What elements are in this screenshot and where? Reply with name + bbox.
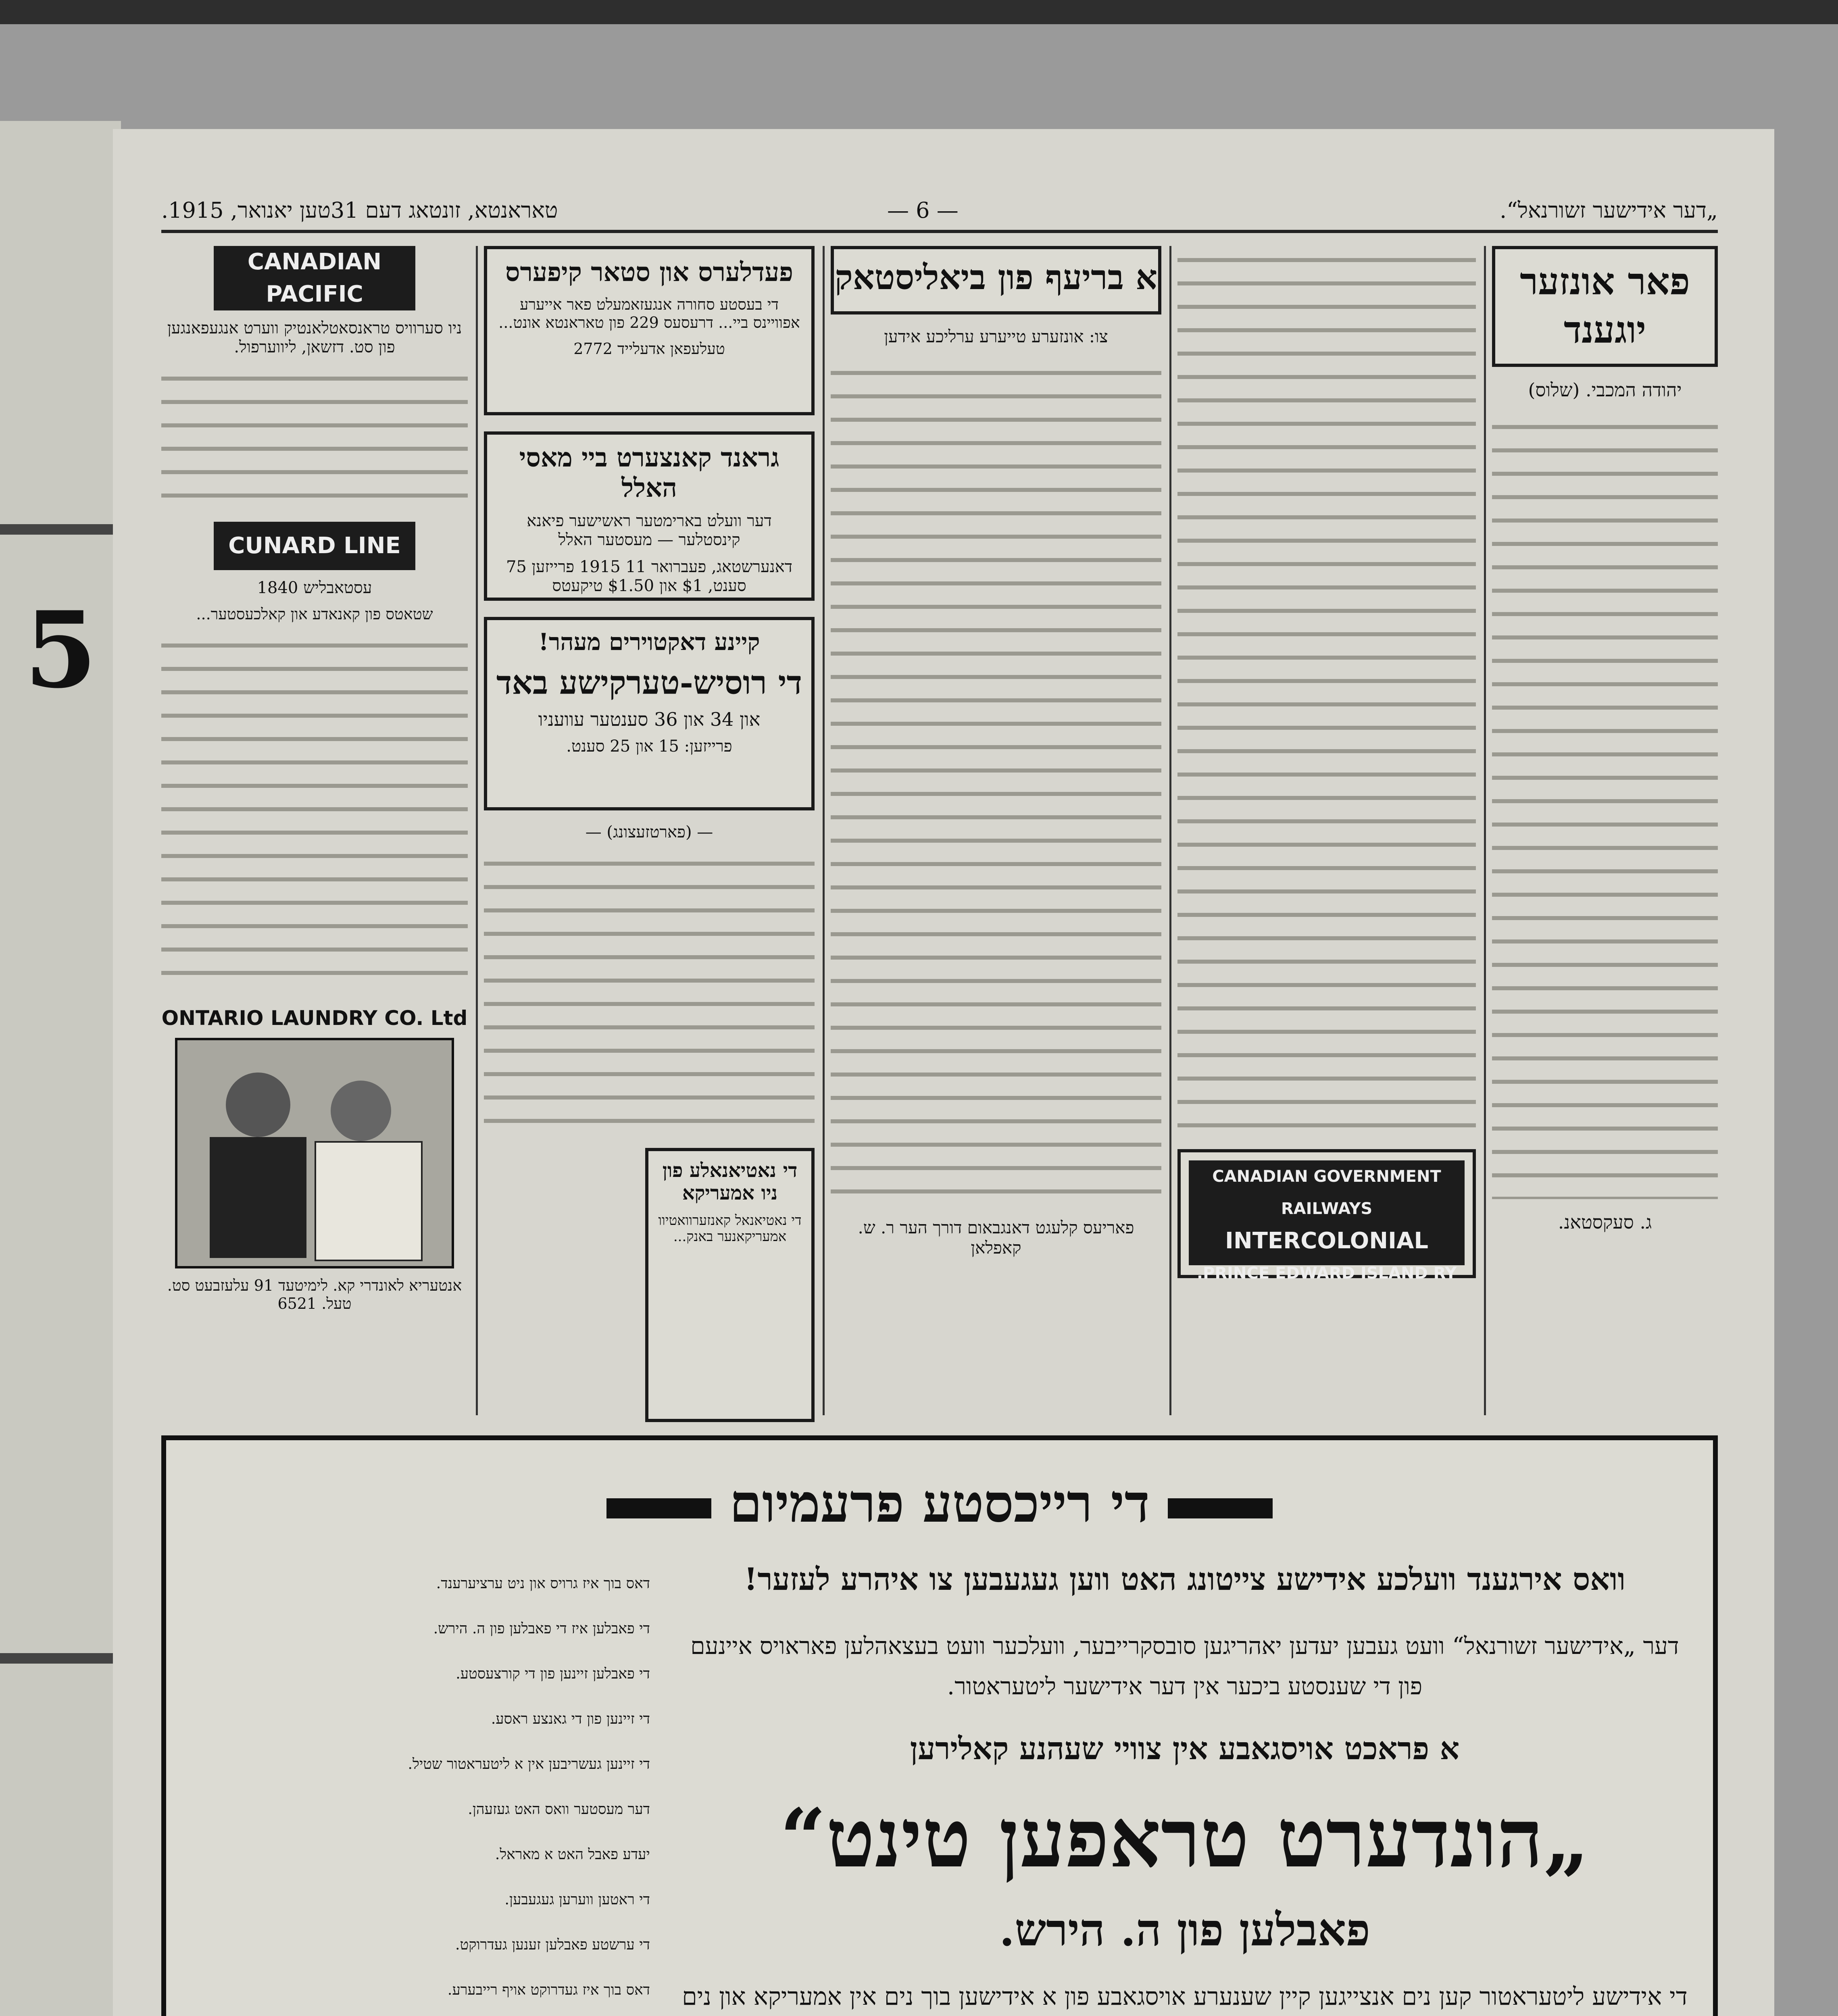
list-item: דאס בוך איז גרויס און ניט ערציערענד.	[436, 1575, 650, 1592]
ads-column	[484, 246, 815, 1415]
premium-ad-subtitle: וואס אירגענד וועלכע אידישע צייטונג האט ווען געגעבען צו איהרע לעזער!	[744, 1561, 1625, 1597]
story-continuation-text	[1177, 246, 1476, 1133]
concert-ad-date: דאנערשטאג, פעברואר 11 1915 פרייזען 75 סענט, $1 און $1.50 טיקעטס	[506, 558, 793, 595]
list-item: די פאבלען איז די פאבלען פון ה. הירש.	[433, 1620, 650, 1637]
edition-line: א פראכט אויסגאבע אין צוויי שעהנע קאלירען	[910, 1731, 1460, 1766]
concert-ad-title: גראנד קאנצערט ביי מאסי האלל	[519, 443, 779, 503]
list-item: די ראטען ווערען געגעבען.	[504, 1891, 650, 1908]
letter-text	[831, 359, 1161, 1206]
peddlers-ad	[484, 246, 815, 415]
letter-column	[831, 246, 1161, 1415]
scanner-top-edge	[0, 0, 1838, 24]
continued-note: — (פארטזעצונג) —	[585, 823, 713, 841]
figure-head	[226, 1073, 290, 1137]
canadian-pacific-text	[161, 364, 468, 506]
story-author: ג. סעקסטאנ.	[1558, 1211, 1652, 1233]
pointing-hand-icon	[606, 1498, 711, 1518]
book-title: „הונדערט טראפען טינט“	[779, 1791, 1590, 1886]
figure-head	[331, 1081, 391, 1141]
newspaper-page	[113, 129, 1774, 2016]
bath-ad	[484, 617, 815, 810]
cunard-line-logo: CUNARD LINE	[214, 522, 415, 570]
story-text	[1492, 413, 1718, 1199]
column-rule	[0, 1653, 121, 1664]
national-ad-body: די נאטיאנאל קאנזערוואטיוו אמעריקאנער באנק...	[658, 1212, 802, 1245]
national-ad	[645, 1148, 815, 1422]
canadian-pacific-body: ניו סערוויס טראנסאטלאנטיק ווערט אנגעפאנגען פון סט. דזשאן, ליווערפול.	[167, 319, 462, 356]
column-rule	[1169, 246, 1171, 1415]
concert-ad-body: דער וועלט בארימטער ראשישער פיאנא קינסטלער — מעסטער האלל	[527, 512, 772, 549]
ads-column-text	[484, 850, 815, 1132]
cunard-schedule	[161, 631, 468, 994]
column-rule	[1484, 246, 1486, 1415]
bath-ad-address: און 34 און 36 סענטער עוועניו	[538, 708, 761, 730]
bath-ad-name: די רוסיש-טערקישע באד	[496, 664, 802, 702]
list-item: דער מעסטער וואס האט געזעהן.	[468, 1801, 650, 1818]
peddlers-ad-phone: טעלעפאן אדעלייד 2772	[573, 340, 725, 358]
figure-dress	[315, 1141, 423, 1261]
list-item: דאס בוך איז געדרוקט אויף רייבערע.	[447, 1982, 650, 1998]
bath-ad-title: קיינע דאקטוירים מעהר!	[538, 628, 760, 656]
column-rule	[0, 524, 121, 535]
national-ad-title: די נאטיאנאלע פון ניו אמעריקא	[662, 1159, 798, 1204]
shipping-column	[161, 246, 468, 1415]
story-byline: יהודה המכבי. (שלוס)	[1528, 379, 1682, 401]
list-item: די פאבלען זיינען פון די קורצעסטע.	[456, 1666, 650, 1682]
premium-features-list	[182, 1561, 650, 2016]
list-item: די ערשטע פאבלען זענען געדרוקט.	[455, 1937, 650, 1953]
list-item	[182, 2013, 650, 2016]
intercolonial-line1: CANADIAN GOVERNMENT RAILWAYS	[1212, 1167, 1441, 1218]
column-rule	[823, 246, 825, 1415]
canadian-pacific-logo: CANADIAN PACIFIC	[214, 246, 415, 310]
intercolonial-logo	[1189, 1160, 1465, 1283]
cunard-body: שטאטס פון קאנאדע און קאלכעסטער...	[196, 605, 433, 623]
cunard-year: עסטאבליש 1840	[257, 579, 372, 597]
bath-ad-price: פרייזען: 15 און 25 סענט.	[566, 737, 732, 756]
laundry-logo: ONTARIO LAUNDRY CO. Ltd	[161, 1006, 468, 1030]
laundry-footer: אנטעריא לאונדרי קא. לימיטעד 91 עלעזבעט סט. טעל. 6521	[167, 1277, 462, 1312]
premium-ad	[161, 1435, 1718, 2016]
letter-title-box	[831, 246, 1161, 314]
letter-address: צו: אונזערע טייערע ערליכע אידען	[884, 327, 1108, 346]
letter-title: א בריעף פון ביאליסטאק	[834, 257, 1158, 297]
page-number: — 6 —	[887, 198, 959, 223]
premium-ad-intro: דער „אידישער זשורנאל“ וועט געבען יעדען יאהריגען סובסקרייבער, וועלכער וועט בעצאהלען פאראויס איינעם פון די שענסטע ביכער אין דער אידישער ליטעראטור.	[690, 1632, 1679, 1700]
adjacent-page-fragment: 5	[24, 589, 97, 712]
intercolonial-ad	[1177, 1149, 1476, 1283]
story-column	[1492, 246, 1718, 1415]
list-item: די זיינען פון די גאנצע ראסע.	[491, 1711, 650, 1727]
story-title-box	[1492, 246, 1718, 367]
intercolonial-line3: PRINCE EDWARD ISLAND RY.	[1196, 1264, 1457, 1283]
header-paper-name: „דער אידישער זשורנאל“.	[1499, 198, 1718, 223]
peddlers-ad-body: די בעסטע סחורה אנגעזאמעלט פאר אייערע אפוויינס ביי... דרעסעס 229 פון טאראנטא אונט...	[498, 296, 800, 331]
header-date: טאראנטא, זונטאג דעם 31טען יאנואר, 1915.	[161, 198, 558, 223]
premium-ad-title	[166, 1472, 1713, 1535]
letter-signature: פאריעס קלעגט דאנגבאום דורך הער ר. ש. קאפלאן	[858, 1218, 1134, 1258]
figure-body	[210, 1137, 306, 1258]
story-continuation-column	[1177, 246, 1476, 1415]
book-description: די אידישע ליטעראטור קען נים אנצייגען קיין שענערע אויסגאבע פון א אידישען בוך נים אין אמעריקא און נים	[682, 1983, 1688, 2011]
column-rule	[476, 246, 478, 1415]
pointing-hand-icon	[1168, 1498, 1273, 1518]
premium-ad-title-text: די רייכסטע פרעמיום	[729, 1472, 1150, 1534]
adjacent-page-edge	[0, 121, 121, 2016]
page-header	[161, 185, 1718, 233]
intercolonial-line2: INTERCOLONIAL	[1225, 1228, 1428, 1254]
laundry-illustration	[175, 1038, 454, 1268]
story-title: פאר אונזער יוגענד	[1520, 260, 1690, 352]
concert-ad	[484, 431, 815, 601]
list-item: די זיינען געשריבען אין א ליטעראטור שטיל.	[408, 1756, 650, 1772]
list-item: יעדע פאבל האט א מאראל.	[495, 1846, 650, 1863]
book-author: פאבלען פון ה. הירש.	[999, 1904, 1370, 1956]
peddlers-ad-title: פעדלערס און סטאר קיפערס	[505, 257, 793, 287]
